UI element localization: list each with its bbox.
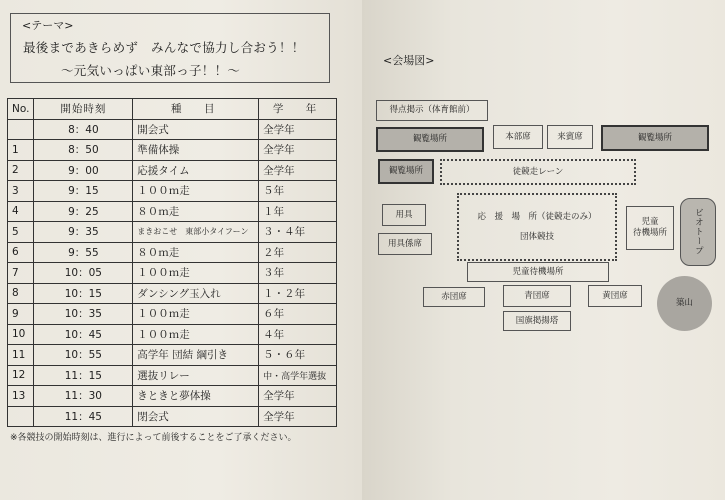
row-grade: 全学年 xyxy=(259,160,337,181)
schedule-row xyxy=(8,365,337,386)
row-no: 6 xyxy=(8,242,34,263)
row-event: 閉会式 xyxy=(133,406,259,427)
row-grade: ６年 xyxy=(259,304,337,325)
guest-seats: 来賓席 xyxy=(547,125,593,149)
schedule-table xyxy=(7,98,337,427)
child-waiting-area-side xyxy=(626,206,674,250)
child-waiting-area: 児童待機場所 xyxy=(467,262,609,282)
headquarters-seats: 本部席 xyxy=(493,125,543,149)
group-events-label: 団体競技 xyxy=(519,231,554,242)
athletes-lane: 徒競走レーン xyxy=(440,159,636,185)
row-no xyxy=(8,406,34,427)
row-event: １００ｍ走 xyxy=(133,304,259,325)
theme-title: <テーマ> xyxy=(22,19,74,32)
row-no: 9 xyxy=(8,304,34,325)
header-start-time: 開始時刻 xyxy=(34,99,133,120)
row-grade: ３・４年 xyxy=(259,222,337,243)
row-grade: 全学年 xyxy=(259,406,337,427)
row-event: １００ｍ走 xyxy=(133,324,259,345)
schedule-row xyxy=(8,222,337,243)
schedule-row xyxy=(8,283,337,304)
row-no xyxy=(8,119,34,140)
row-start-time: 10：35 xyxy=(34,304,133,325)
row-no: 7 xyxy=(8,263,34,284)
row-event: ８０ｍ走 xyxy=(133,242,259,263)
row-event: １００ｍ走 xyxy=(133,181,259,202)
row-start-time: 10：55 xyxy=(34,345,133,366)
theme-box xyxy=(10,13,330,83)
row-start-time: 9：00 xyxy=(34,160,133,181)
row-no: 4 xyxy=(8,201,34,222)
row-no: 11 xyxy=(8,345,34,366)
schedule-row xyxy=(8,263,337,284)
blue-team-seats: 青団席 xyxy=(503,285,571,307)
schedule-row xyxy=(8,304,337,325)
row-start-time: 10：45 xyxy=(34,324,133,345)
score-board: 得点掲示（体育館前） xyxy=(376,100,488,121)
row-event: 高学年 団結 綱引き xyxy=(133,345,259,366)
theme-slogan: 最後まであきらめず みんなで協力し合おう！！ xyxy=(23,40,305,55)
viewing-area-small: 観覧場所 xyxy=(378,159,434,184)
row-grade: 全学年 xyxy=(259,140,337,161)
row-no: 2 xyxy=(8,160,34,181)
flag-pole-area: 国旗掲揚塔 xyxy=(503,311,571,331)
row-grade: ５年 xyxy=(259,181,337,202)
row-grade: １年 xyxy=(259,201,337,222)
row-start-time: 10：15 xyxy=(34,283,133,304)
cheering-area-label: 応 援 場 所（徒競走のみ） xyxy=(477,211,597,222)
row-start-time: 9：25 xyxy=(34,201,133,222)
schedule-row xyxy=(8,201,337,222)
row-no: 10 xyxy=(8,324,34,345)
row-grade: ２年 xyxy=(259,242,337,263)
tsukiyama-mound: 築山 xyxy=(657,276,712,331)
schedule-note: ※各競技の開始時刻は、進行によって前後することをご了承ください。 xyxy=(10,433,297,443)
child-waiting-label-1: 児童 xyxy=(641,217,659,228)
row-event: 応援タイム xyxy=(133,160,259,181)
row-event: 準備体操 xyxy=(133,140,259,161)
schedule-row xyxy=(8,119,337,140)
theme-subslogan: ～元気いっぱい東部っ子！！～ xyxy=(61,63,241,78)
row-event: きときと夢体操 xyxy=(133,386,259,407)
biotope: ビオトープ xyxy=(680,198,716,266)
schedule-row xyxy=(8,181,337,202)
map-title: <会場図> xyxy=(383,54,435,67)
row-grade: 全学年 xyxy=(259,386,337,407)
row-start-time: 9：35 xyxy=(34,222,133,243)
row-no: 12 xyxy=(8,365,34,386)
schedule-row xyxy=(8,140,337,161)
cheering-area xyxy=(457,193,617,261)
row-no: 1 xyxy=(8,140,34,161)
row-event: １００ｍ走 xyxy=(133,263,259,284)
row-grade: ５・６年 xyxy=(259,345,337,366)
row-event: まきおこせ 東部小タイフーン xyxy=(133,222,259,243)
row-no: 8 xyxy=(8,283,34,304)
row-grade: １・２年 xyxy=(259,283,337,304)
row-start-time: 8：50 xyxy=(34,140,133,161)
row-event: 選抜リレー xyxy=(133,365,259,386)
viewing-area-left: 観覧場所 xyxy=(376,127,484,152)
row-no: 5 xyxy=(8,222,34,243)
schedule-row xyxy=(8,242,337,263)
row-event: ダンシング玉入れ xyxy=(133,283,259,304)
row-start-time: 11：45 xyxy=(34,406,133,427)
row-grade: 中・高学年選抜 xyxy=(259,365,337,386)
row-grade: ４年 xyxy=(259,324,337,345)
equipment-area: 用具 xyxy=(382,204,426,226)
yellow-team-seats: 黄団席 xyxy=(588,285,642,307)
row-start-time: 9：55 xyxy=(34,242,133,263)
row-grade: ３年 xyxy=(259,263,337,284)
row-event: 開会式 xyxy=(133,119,259,140)
schedule-row xyxy=(8,406,337,427)
row-start-time: 8：40 xyxy=(34,119,133,140)
header-no: No. xyxy=(8,99,34,120)
row-start-time: 9：15 xyxy=(34,181,133,202)
schedule-row xyxy=(8,160,337,181)
row-start-time: 10：05 xyxy=(34,263,133,284)
row-grade: 全学年 xyxy=(259,119,337,140)
row-no: 3 xyxy=(8,181,34,202)
schedule-row xyxy=(8,386,337,407)
row-event: ８０ｍ走 xyxy=(133,201,259,222)
row-start-time: 11：30 xyxy=(34,386,133,407)
row-start-time: 11：15 xyxy=(34,365,133,386)
schedule-body xyxy=(8,119,337,427)
viewing-area-right: 観覧場所 xyxy=(601,125,709,151)
red-team-seats: 赤団席 xyxy=(423,287,485,307)
header-event: 種 目 xyxy=(133,99,259,120)
row-no: 13 xyxy=(8,386,34,407)
child-waiting-label-2: 待機場所 xyxy=(632,228,667,238)
header-grade: 学 年 xyxy=(259,99,337,120)
schedule-header-row xyxy=(8,99,337,120)
schedule-row xyxy=(8,345,337,366)
equipment-staff-seats: 用具係席 xyxy=(378,233,432,255)
schedule-row xyxy=(8,324,337,345)
